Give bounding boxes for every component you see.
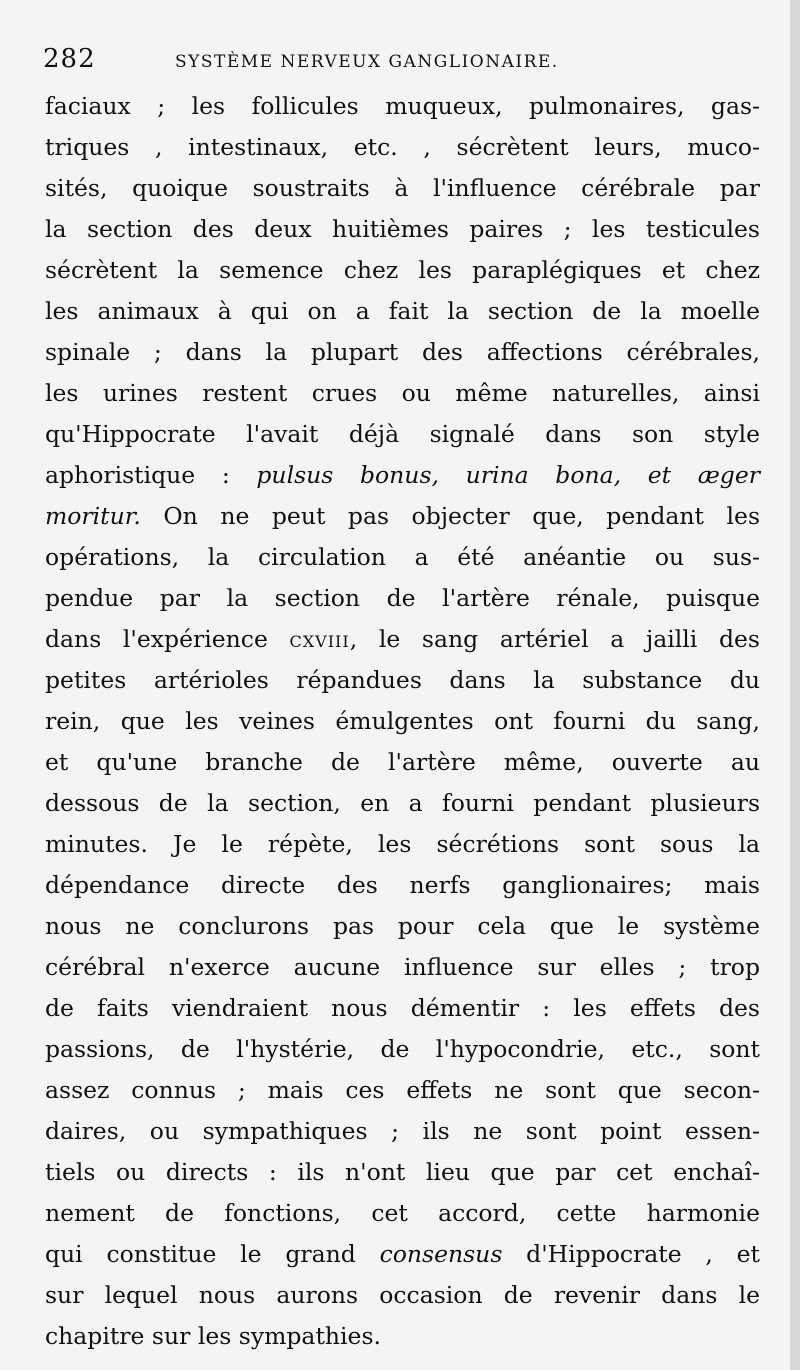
text-line: la section des deux huitièmes paires ; les testicules [45, 215, 760, 243]
text-line: les animaux à qui on a fait la section de la moelle [45, 297, 760, 325]
text-line-last: chapitre sur les sympathies. [45, 1322, 381, 1350]
text-line: cérébral n'exerce aucune influence sur elles ; trop [45, 953, 760, 981]
text-line: moritur. On ne peut pas objecter que, pendant les [45, 502, 760, 530]
page-header [43, 44, 758, 84]
text-line: qui constitue le grand consensus d'Hippocrate , et [45, 1240, 760, 1268]
experiment-number: cxviii [289, 625, 350, 653]
text-line: pendue par la section de l'artère rénale, puisque [45, 584, 760, 612]
text-line: daires, ou sympathiques ; ils ne sont point essen- [45, 1117, 760, 1145]
text-line: petites artérioles répandues dans la substance du [45, 666, 760, 694]
text-line: nous ne conclurons pas pour cela que le système [45, 912, 760, 940]
latin-quote-end: moritur. [45, 502, 141, 530]
text-line: les urines restent crues ou même naturelles, ainsi [45, 379, 760, 407]
text-line: aphoristique : pulsus bonus, urina bona, et æger [45, 461, 760, 489]
latin-quote: pulsus bonus, urina bona, et æger [256, 461, 760, 489]
text-line: assez connus ; mais ces effets ne sont que secon- [45, 1076, 760, 1104]
text-line: tiels ou directs : ils n'ont lieu que par cet enchaî- [45, 1158, 760, 1186]
text-line: sécrètent la semence chez les paraplégiques et chez [45, 256, 760, 284]
text-line: minutes. Je le répète, les sécrétions sont sous la [45, 830, 760, 858]
body-text [45, 86, 760, 1357]
text-line: sités, quoique soustraits à l'influence cérébrale par [45, 174, 760, 202]
text-line: sur lequel nous aurons occasion de revenir dans le [45, 1281, 760, 1309]
text-line: dépendance directe des nerfs ganglionaires; mais [45, 871, 760, 899]
text-line: dans l'expérience cxviii, le sang artériel a jailli des [45, 625, 760, 653]
text-line: opérations, la circulation a été anéantie ou sus- [45, 543, 760, 571]
text-line: faciaux ; les follicules muqueux, pulmonaires, gas- [45, 92, 760, 120]
page-number: 282 [43, 44, 96, 74]
text-line: rein, que les veines émulgentes ont fourni du sang, [45, 707, 760, 735]
latin-term: consensus [379, 1240, 503, 1268]
text-line: nement de fonctions, cet accord, cette harmonie [45, 1199, 760, 1227]
text-line: triques , intestinaux, etc. , sécrètent leurs, muco- [45, 133, 760, 161]
text-line: passions, de l'hystérie, de l'hypocondrie, etc., sont [45, 1035, 760, 1063]
running-title: SYSTÈME NERVEUX GANGLIONAIRE. [175, 52, 559, 72]
text-line: qu'Hippocrate l'avait déjà signalé dans son style [45, 420, 760, 448]
text-line: dessous de la section, en a fourni pendant plusieurs [45, 789, 760, 817]
text-line: spinale ; dans la plupart des affections cérébrales, [45, 338, 760, 366]
text-line: de faits viendraient nous démentir : les effets des [45, 994, 760, 1022]
text-line: et qu'une branche de l'artère même, ouverte au [45, 748, 760, 776]
